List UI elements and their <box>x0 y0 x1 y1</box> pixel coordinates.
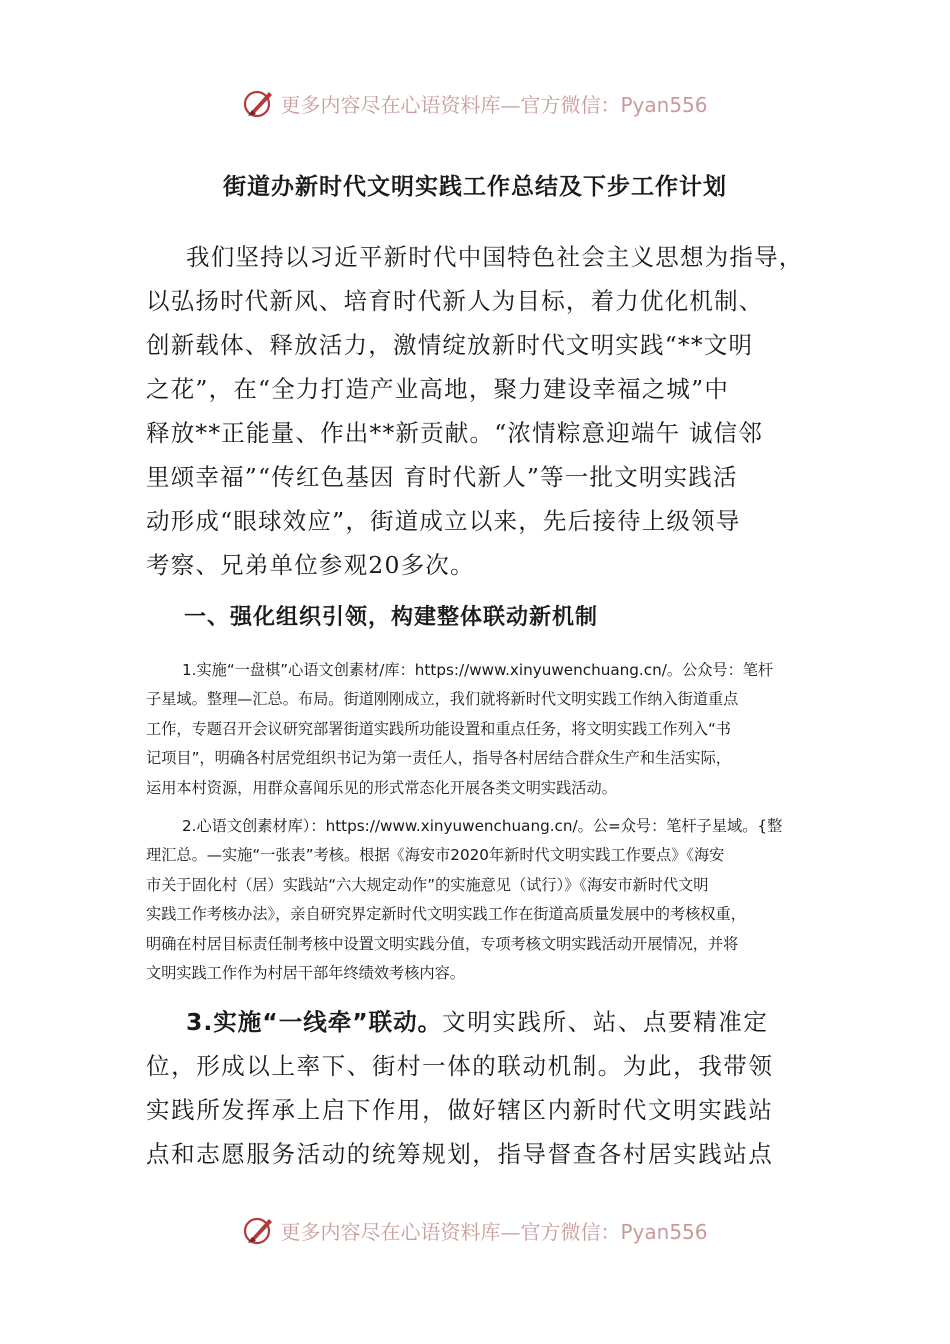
footer-watermark-banner <box>0 1205 950 1255</box>
item-3-line: 位，形成以上率下、街村一体的联动机制。为此，我带领 <box>146 1052 774 1080</box>
item-1-line: 工作，专题召开会议研究部署街道实践所功能设置和重点任务，将文明实践工作列入“书 <box>146 719 731 738</box>
item-2-line: 2.心语文创素材库）：https://www.xinyuwenchuang.cn/。公=众号：笔杆子星域。{整 <box>182 817 783 835</box>
item-2-line: 市关于固化村（居）实践站“六大规定动作”的实施意见（试行）》《海安市新时代文明 <box>146 875 709 894</box>
intro-line: 释放**正能量、作出**新贡献。“浓情粽意迎端午 诚信邻 <box>146 419 764 447</box>
item-2-paragraph <box>146 812 810 988</box>
quill-logo-icon <box>242 1213 276 1247</box>
item-2-line: 实践工作考核办法》，亲自研究界定新时代文明实践工作在街道高质量发展中的考核权重， <box>146 905 746 924</box>
item-2-line: 文明实践工作作为村居干部年终绩效考核内容。 <box>146 964 465 983</box>
wechat-id: Pyan556 <box>620 92 708 117</box>
intro-line: 考察、兄弟单位参观20多次。 <box>146 551 475 579</box>
item-3-paragraph <box>146 1000 810 1176</box>
item-3-line <box>146 1000 810 1044</box>
item-2-line: 理汇总。—实施“一张表”考核。根据《海安市2020年新时代文明实践工作要点》《海安 <box>146 846 725 865</box>
item-3-line: 点和志愿服务活动的统筹规划，指导督查各村居实践站点 <box>146 1140 774 1168</box>
item-3-lead: 3.实施“一线牵”联动。 <box>186 1008 443 1036</box>
item-1-line: 1.实施“一盘棋”心语文创素材/库：https://www.xinyuwenchuang.cn/。公众号：笔杆 <box>182 661 774 679</box>
item-3-first-rest: 文明实践所、站、点要精准定 <box>442 1008 769 1036</box>
item-1-line: 运用本村资源，用群众喜闻乐见的形式常态化开展各类文明实践活动。 <box>146 778 617 797</box>
intro-line: 我们坚持以习近平新时代中国特色社会主义思想为指导， <box>186 243 804 271</box>
wechat-id: Pyan556 <box>620 1219 708 1244</box>
section-heading: 一、强化组织引领，构建整体联动新机制 <box>184 605 599 630</box>
banner-text: 更多内容尽在心语资料库—官方微信：Pyan556 <box>280 1219 708 1244</box>
intro-line: 之花”，在“全力打造产业高地，聚力建设幸福之城”中 <box>146 375 730 403</box>
item-1-paragraph <box>146 656 810 803</box>
intro-paragraph <box>146 235 810 587</box>
item-1-line: 记项目”，明确各村居党组织书记为第一责任人，指导各村居结合群众生产和生活实际， <box>146 749 731 768</box>
intro-line: 创新载体、释放活力，激情绽放新时代文明实践“**文明 <box>146 331 754 359</box>
banner-text: 更多内容尽在心语资料库—官方微信：Pyan556 <box>280 92 708 117</box>
item-3-line: 实践所发挥承上启下作用，做好辖区内新时代文明实践站 <box>146 1096 774 1124</box>
item-1-line: 子星域。整理—汇总。布局。街道刚刚成立，我们就将新时代文明实践工作纳入街道重点 <box>146 690 739 709</box>
intro-line: 以弘扬时代新风、培育时代新人为目标，着力优化机制、 <box>146 287 764 315</box>
quill-logo-icon <box>242 86 276 120</box>
intro-line: 里颂幸福”“传红色基因 育时代新人”等一批文明实践活 <box>146 463 738 491</box>
document-title: 街道办新时代文明实践工作总结及下步工作计划 <box>223 174 727 200</box>
intro-line: 动形成“眼球效应”，街道成立以来，先后接待上级领导 <box>146 507 741 535</box>
item-2-line: 明确在村居目标责任制考核中设置文明实践分值，专项考核文明实践活动开展情况，并将 <box>146 934 739 953</box>
header-watermark-banner <box>0 78 950 128</box>
